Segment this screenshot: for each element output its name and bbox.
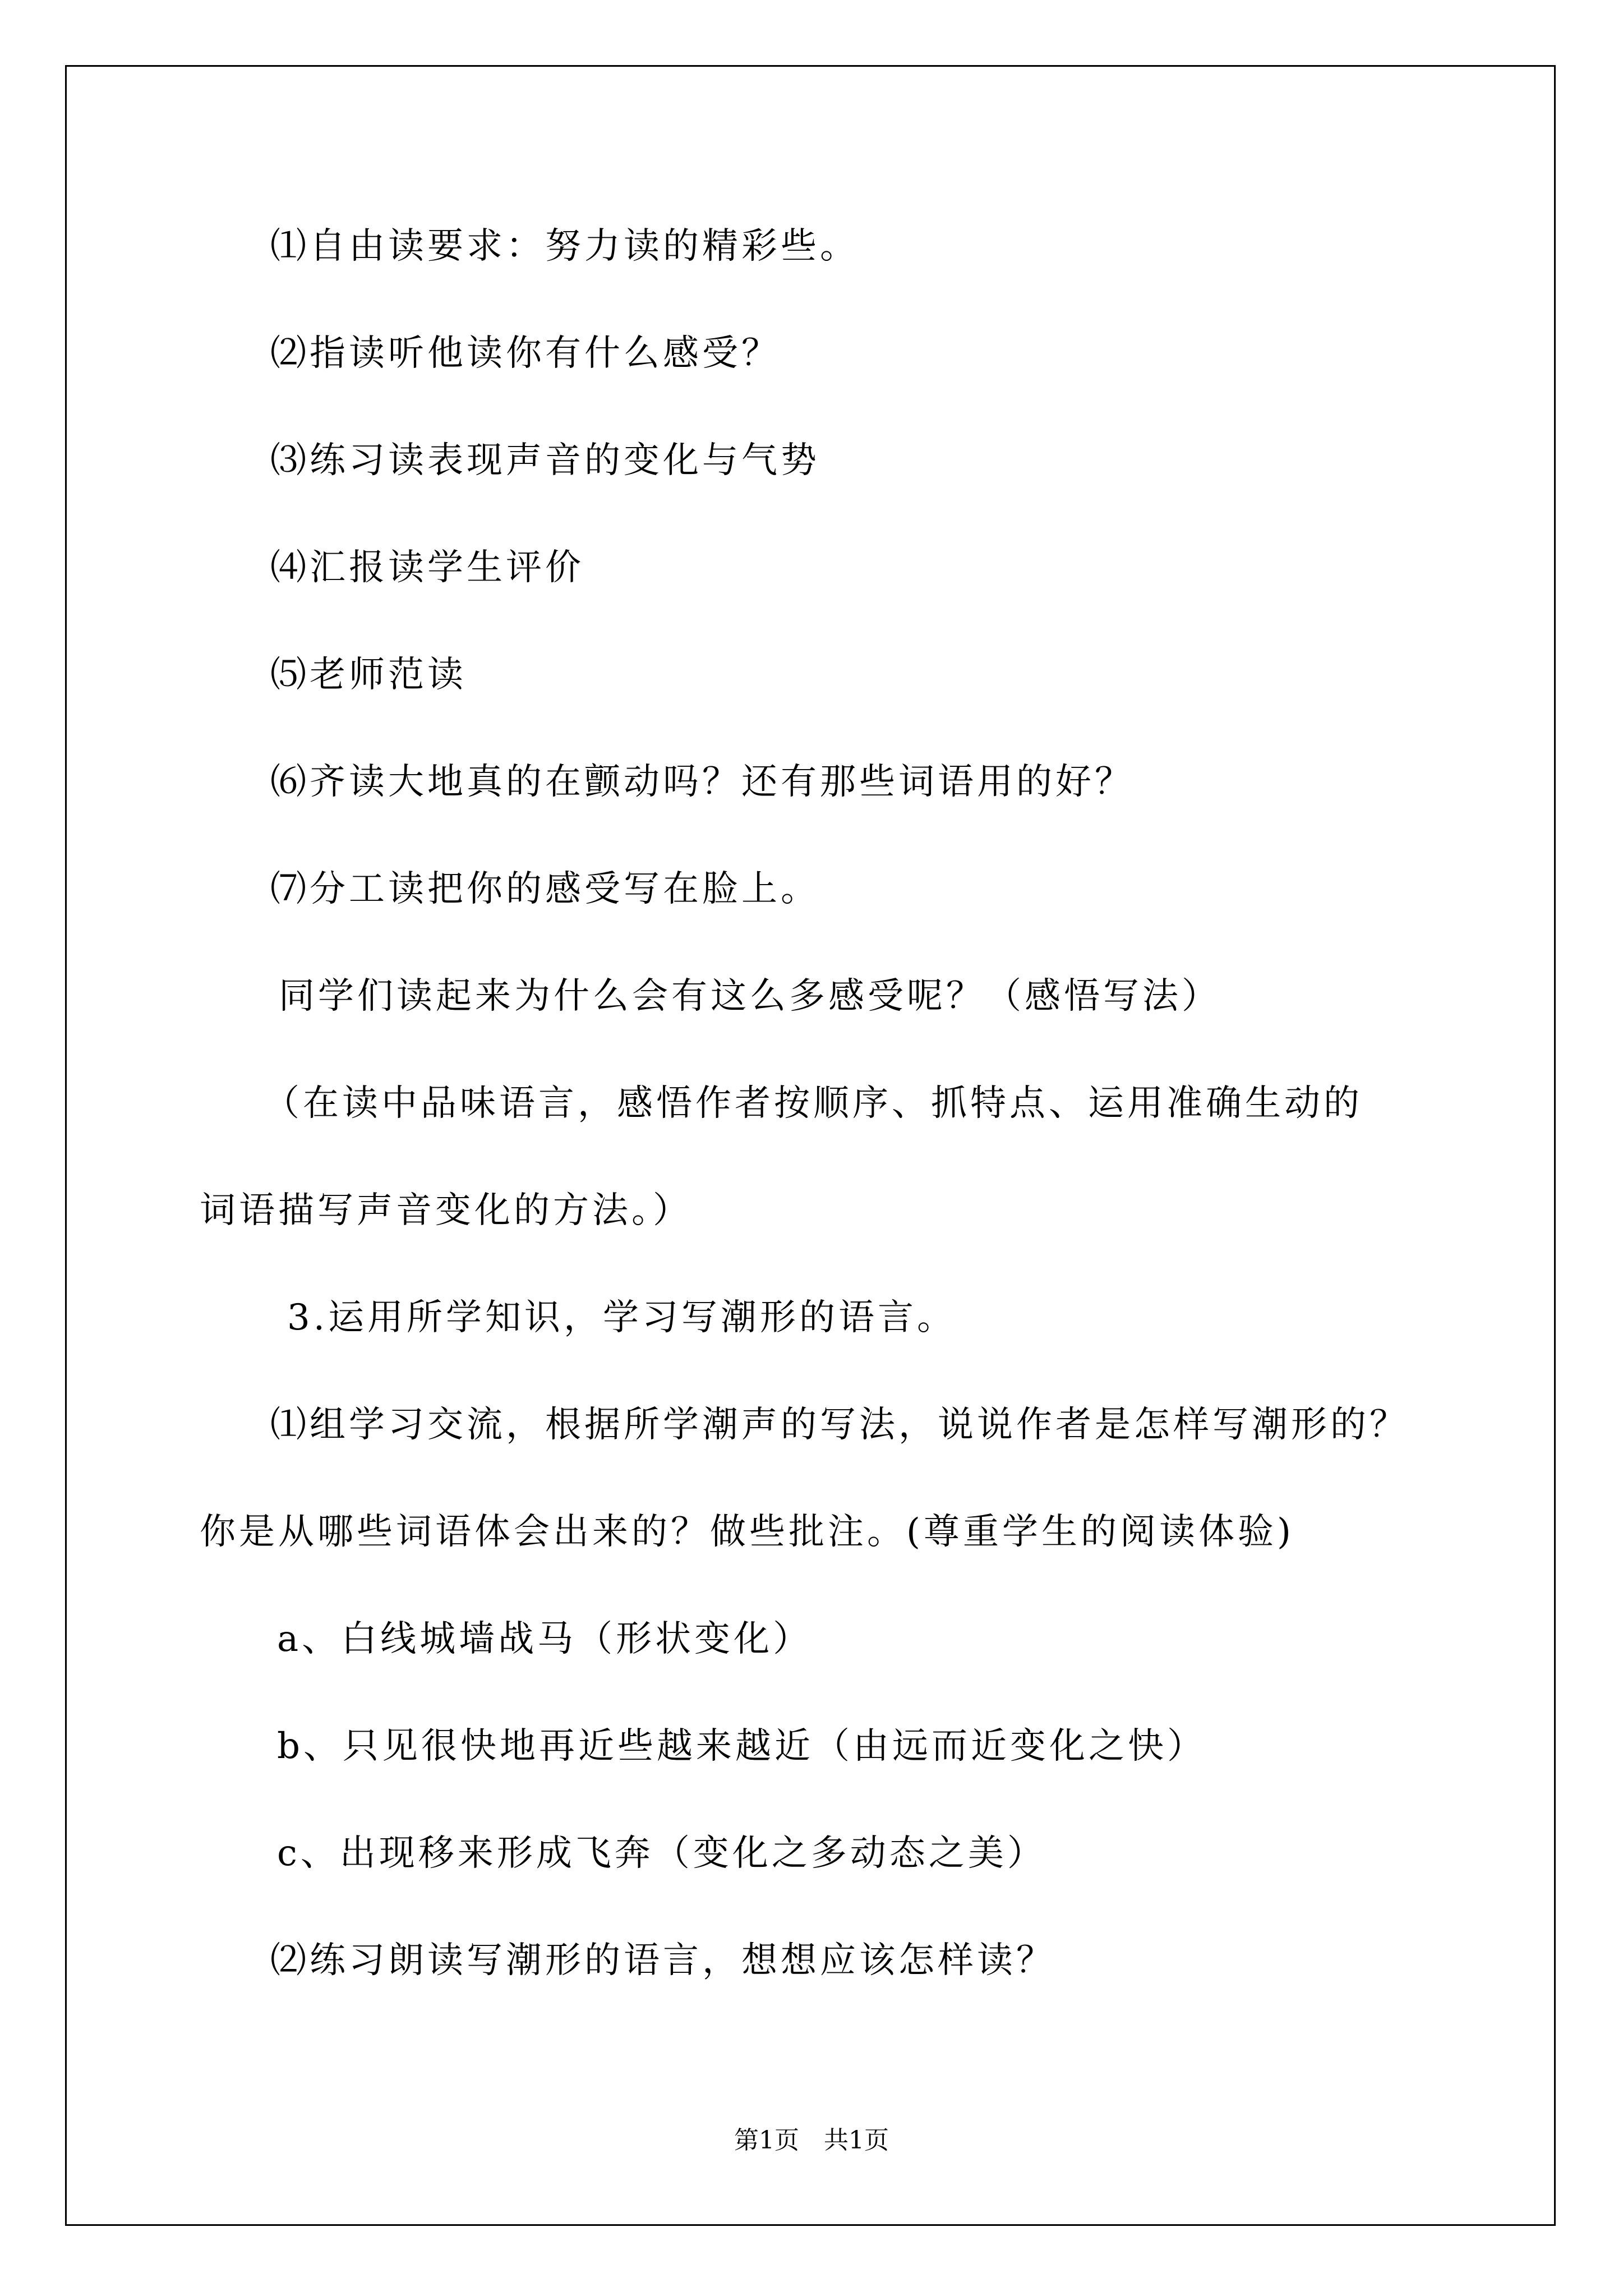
text-line-12: ⑴组学习交流，根据所学潮声的写法，说说作者是怎样写潮形的？ — [270, 1404, 1409, 1446]
text-line-17: ⑵练习朗读写潮形的语言，想想应该怎样读？ — [270, 1940, 1055, 1981]
text-line-2: ⑵指读听他读你有什么感受？ — [270, 333, 781, 374]
text-line-16: c、出现移来形成飞奔（变化之多动态之美） — [277, 1833, 1046, 1874]
text-line-3: ⑶练习读表现声音的变化与气势 — [270, 440, 820, 481]
text-line-11: 3.运用所学知识，学习写潮形的语言。 — [287, 1297, 957, 1338]
page-number-footer: 第1页 共1页 — [734, 2126, 889, 2155]
text-line-15: b、只见很快地再近些越来越近（由远而近变化之快） — [277, 1726, 1206, 1767]
text-line-13: 你是从哪些词语体会出来的？做些批注。(尊重学生的阅读体验) — [200, 1511, 1294, 1553]
text-line-6: ⑹齐读大地真的在颤动吗？还有那些词语用的好？ — [270, 761, 1134, 803]
page-border — [65, 65, 1556, 2226]
text-line-9: （在读中品味语言，感悟作者按顺序、抓特点、运用准确生动的 — [264, 1083, 1363, 1124]
text-line-4: ⑷汇报读学生评价 — [270, 547, 584, 588]
text-line-5: ⑸老师范读 — [270, 654, 467, 696]
text-line-8: 同学们读起来为什么会有这么多感受呢？（感悟写法） — [279, 976, 1221, 1017]
text-line-1: ⑴自由读要求：努力读的精彩些。 — [270, 226, 859, 267]
text-line-14: a、白线城墙战马（形状变化） — [277, 1618, 813, 1660]
text-line-7: ⑺分工读把你的感受写在脸上。 — [270, 868, 820, 910]
text-line-10: 词语描写声音变化的方法。） — [200, 1190, 692, 1231]
